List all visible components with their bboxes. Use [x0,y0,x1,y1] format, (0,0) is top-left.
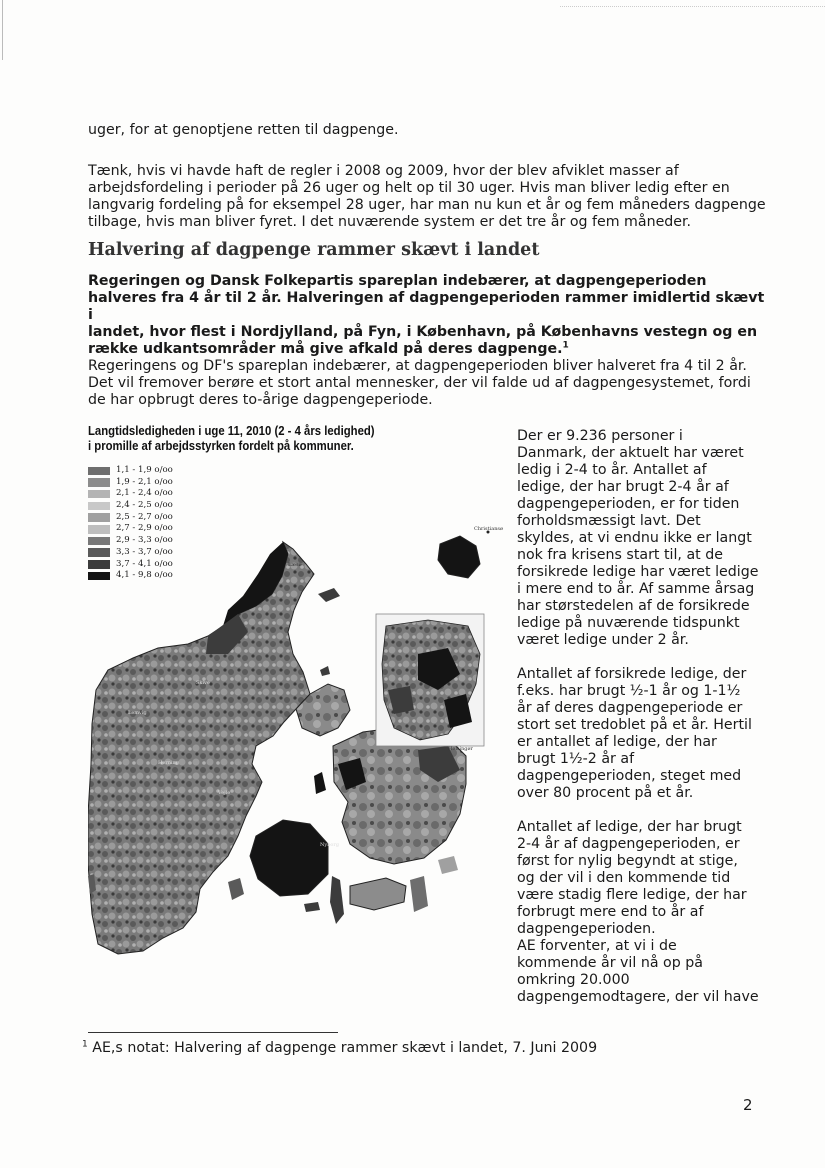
map-region-mon [438,856,458,874]
side-text-line: kommende år vil nå op på [517,955,703,971]
map-place-label: Læsø [288,562,302,568]
legend-item [88,477,508,489]
side-text-line: dagpengeperioden, steget med [517,768,742,784]
map-place-label: Helsingør [448,746,473,752]
legend-label: 2,5 - 2,7 o/oo [116,511,173,522]
map-region-laeso [318,588,340,602]
map-place-label: Lemvig [128,710,147,716]
denmark-map [88,511,508,1044]
side-text-line: 2-4 år af dagpengeperioden, er [517,836,740,852]
lead-paragraph [88,273,768,358]
map-region-anholt [320,666,330,676]
map-place-label: Herning [158,760,179,766]
side-text-line: omkring 20.000 [517,972,630,988]
legend-label: 4,1 - 9,8 o/oo [116,570,173,581]
map-place-label: Vejle [218,790,231,796]
map-region-lolland [350,878,406,910]
lead-line-text: række udkantsområder må give afkald på deres dagpenge. [88,341,563,357]
paragraph-2 [88,358,768,409]
scan-artifact [2,0,3,60]
side-text-line: forholdsmæssigt lavt. Det [517,513,701,529]
side-text-line: er antallet af ledige, der har [517,734,717,750]
paragraph-gap [517,649,772,666]
side-text-line: nok fra krisens start til, at de [517,547,723,563]
footnote-number: 1 [82,1039,88,1050]
side-text-line: f.eks. har brugt ½-1 år og 1-1½ [517,683,741,699]
legend-label: 2,4 - 2,5 o/oo [116,500,173,511]
map-region-funen [250,820,328,896]
text-line: arbejdsfordeling i perioder på 26 uger og helt op til 30 uger. Hvis man bliver ledig efter en [88,180,730,196]
legend-label: 2,7 - 2,9 o/oo [116,523,173,534]
side-text-line: Antallet af ledige, der har brugt [517,819,742,835]
paragraph-1 [88,163,768,231]
legend-item [88,488,508,500]
lead-line: landet, hvor flest i Nordjylland, på Fyn, i København, på Københavns vestegn og en [88,324,758,340]
map-region-langeland [330,876,344,924]
side-text-line: forbrugt mere end to år af [517,904,704,920]
text-line: Regeringens og DF's spareplan indebærer, at dagpengeperioden bliver halveret fra 4 til 2 år. [88,358,747,374]
page-number: 2 [743,1096,753,1114]
text-line: de har opbrugt deres to-årige dagpengeperiode. [88,392,433,408]
text-line: Det vil fremover berøre et stort antal mennesker, der vil falde ud af dagpengesystemet, fordi [88,375,751,391]
legend-item [88,500,508,512]
paragraph-gap [517,802,772,819]
side-text-line: AE forventer, at vi i de [517,938,677,954]
side-text-line: forsikrede ledige har været ledige [517,564,759,580]
side-text-line: Der er 9.236 personer i [517,428,683,444]
side-text-line: ledig i 2-4 to år. Antallet af [517,462,707,478]
side-text-column [517,428,772,1006]
lead-line [88,341,768,358]
legend-label: 3,7 - 4,1 o/oo [116,558,173,569]
side-text-line: brugt 1½-2 år af [517,751,635,767]
scan-artifact-line [560,6,825,7]
side-text-line: Danmark, der aktuelt har været [517,445,744,461]
map-place-label: Christiansø [474,526,503,532]
side-text-line: ledige, der har brugt 2-4 år af [517,479,729,495]
side-text-line: dagpengeperioden, er for tiden [517,496,740,512]
side-text-line: være stadig flere ledige, der har [517,887,747,903]
footnote-text: AE,s notat: Halvering af dagpenge rammer skævt i landet, 7. Juni 2009 [92,1040,598,1056]
legend-label: 1,9 - 2,1 o/oo [116,476,173,487]
lead-line: halveres fra 4 år til 2 år. Halveringen af dagpengeperioden rammer imidlertid skævt i [88,290,765,323]
side-text-line: først for nylig begyndt at stige, [517,853,738,869]
map-region-falster [410,876,428,912]
section-heading: Halvering af dagpenge rammer skævt i landet [88,240,540,260]
map-title-line-2: i promille af arbejdsstyrken fordelt på kommuner. [88,439,354,453]
map-region-als [228,878,244,900]
side-text-line: år af deres dagpengeperiode er [517,700,743,716]
legend-swatch [88,467,110,476]
map-region-bornholm [438,536,480,578]
legend-swatch [88,490,110,499]
side-text-line: dagpengeperioden. [517,921,656,937]
side-text-line: og der vil i den kommende tid [517,870,731,886]
side-text-line: har størstedelen af de forsikrede [517,598,750,614]
side-text-line: ledige på nuværende tidspunkt [517,615,740,631]
map-region-aero [304,902,320,912]
legend-label: 1,1 - 1,9 o/oo [116,465,173,475]
legend-swatch [88,502,110,511]
map-place-label: Nyborg [320,842,340,848]
map-figure [88,424,508,1004]
side-text-line: i mere end to år. Af samme årsag [517,581,755,597]
side-text-line: været ledige under 2 år. [517,632,689,648]
legend-item [88,465,508,477]
side-text-line: dagpengemodtagere, der vil have [517,989,759,1005]
side-text-line: over 80 procent på et år. [517,785,694,801]
side-text-line: stort set tredoblet på et år. Hertil [517,717,752,733]
map-title-line-1: Langtidsledigheden i uge 11, 2010 (2 - 4 års ledighed) [88,424,375,438]
lead-line: Regeringen og Dansk Folkepartis spareplan indebærer, at dagpengeperioden [88,273,707,289]
text-line: langvarig fordeling på for eksempel 28 uger, har man nu kun et år og fem måneders dagpenge [88,197,766,213]
map-place-label: Skive [196,680,210,686]
footnote [82,1040,597,1057]
legend-label: 3,3 - 3,7 o/oo [116,546,173,557]
footnote-separator [88,1032,338,1033]
text-line: Tænk, hvis vi havde haft de regler i 2008 og 2009, hvor der blev afviklet masser af [88,163,679,179]
footnote-ref: 1 [562,340,569,351]
intro-line: uger, for at genoptjene retten til dagpenge. [88,122,399,138]
map-region-samso [314,772,326,794]
side-text-line: skyldes, at vi endnu ikke er langt [517,530,752,546]
legend-label: 2,9 - 3,3 o/oo [116,535,173,546]
text-line: tilbage, hvis man bliver fyret. I det nuværende system er det tre år og fem måneder. [88,214,692,230]
legend-label: 2,1 - 2,4 o/oo [116,488,173,499]
legend-swatch [88,478,110,487]
side-text-line: Antallet af forsikrede ledige, der [517,666,747,682]
